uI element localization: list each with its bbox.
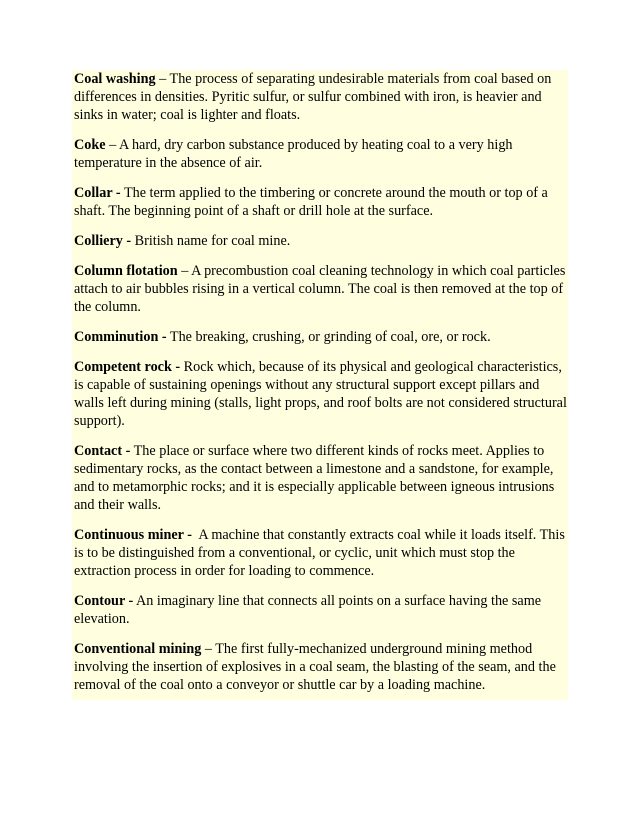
glossary-term: Collar - bbox=[74, 185, 121, 201]
separator: – bbox=[201, 641, 216, 657]
glossary-term: Competent rock - bbox=[74, 359, 181, 375]
glossary-list bbox=[72, 70, 568, 700]
glossary-definition: The breaking, crushing, or grinding of coal, ore, or rock. bbox=[169, 329, 491, 345]
glossary-definition: A hard, dry carbon substance produced by heating coal to a very high temperature in the absence of air. bbox=[74, 137, 513, 171]
glossary-term: Conventional mining bbox=[74, 641, 202, 657]
glossary-term: Coke bbox=[74, 137, 106, 153]
glossary-term: Contour - bbox=[74, 593, 134, 609]
glossary-entry-colliery bbox=[74, 232, 568, 250]
glossary-entry-collar bbox=[74, 184, 568, 220]
separator: – bbox=[155, 71, 170, 87]
glossary-entry-coal-washing bbox=[74, 70, 568, 124]
glossary-definition: The process of separating undesirable materials from coal based on differences in densities. Pyritic sulfur, or sulfur combined with iron, is heavier and sinks in water; coal is lighter and floats. bbox=[74, 71, 552, 123]
glossary-entry-contour bbox=[74, 592, 568, 628]
glossary-entry-column-flotation bbox=[74, 262, 568, 316]
glossary-definition: An imaginary line that connects all points on a surface having the same elevation. bbox=[74, 593, 542, 627]
glossary-term: Continuous miner - bbox=[74, 527, 192, 543]
glossary-definition: The place or surface where two different kinds of rocks meet. Applies to sedimentary rocks, as the contact between a limestone and a sandstone, for example, and to metamorphic rocks; and it is especially applicable between igneous intrusions and their walls. bbox=[74, 443, 555, 513]
glossary-entry-conventional-mining bbox=[74, 640, 568, 694]
glossary-entry-comminution bbox=[74, 328, 568, 346]
glossary-definition: Rock which, because of its physical and geological characteristics, is capable of sustaining openings without any structural support except pillars and walls left during mining (stalls, light props, and roof bolts are not considered structural support). bbox=[74, 359, 567, 429]
glossary-term: Column flotation bbox=[74, 263, 178, 279]
glossary-definition: The first fully-mechanized underground mining method involving the insertion of explosives in a coal seam, the blasting of the seam, and the removal of the coal onto a conveyor or shuttle car by a loading machine. bbox=[74, 641, 556, 693]
glossary-entry-continuous-miner bbox=[74, 526, 568, 580]
glossary-definition: British name for coal mine. bbox=[134, 233, 291, 249]
glossary-term: Contact - bbox=[74, 443, 131, 459]
glossary-definition: A precombustion coal cleaning technology in which coal particles attach to air bubbles rising in a vertical column. The coal is then removed at the top of the column. bbox=[74, 263, 566, 315]
glossary-term: Colliery - bbox=[74, 233, 132, 249]
glossary-term: Comminution - bbox=[74, 329, 167, 345]
separator: – bbox=[177, 263, 192, 279]
glossary-definition: The term applied to the timbering or concrete around the mouth or top of a shaft. The beginning point of a shaft or drill hole at the surface. bbox=[74, 185, 548, 219]
glossary-definition: A machine that constantly extracts coal while it loads itself. This is to be distinguished from a conventional, or cyclic, unit which must stop the extraction process in order for loading to commence. bbox=[74, 527, 565, 579]
glossary-entry-coke bbox=[74, 136, 568, 172]
glossary-entry-competent-rock bbox=[74, 358, 568, 430]
glossary-entry-contact bbox=[74, 442, 568, 514]
separator: – bbox=[105, 137, 119, 153]
glossary-term: Coal washing bbox=[74, 71, 156, 87]
